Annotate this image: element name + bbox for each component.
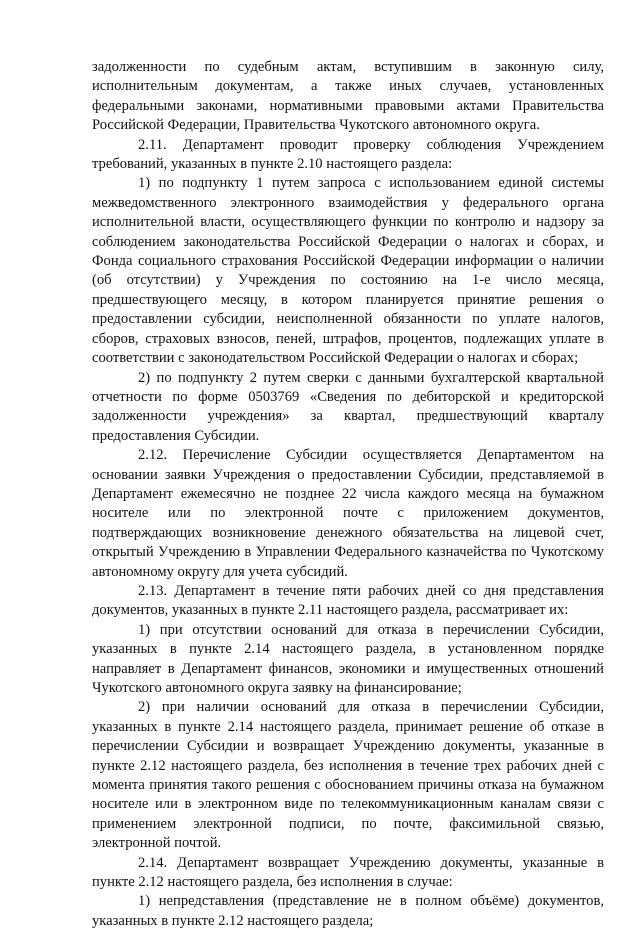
paragraph-debt-continuation: задолженности по судебным актам, вступившим в законную силу, исполнительным документам, а также иных случаев, установленных федеральными законами, нормативными правовыми актами Правительства Российской Федерации, Правительства Чукотского автономного округа. bbox=[92, 59, 604, 134]
paragraph-2-11-item-1: 1) по подпункту 1 путем запроса с использованием единой системы межведомственного электронного взаимодействия у федерального органа исполнительной власти, осуществляющего функции по контролю и надзору за соблюдением законодательства Российской Федерации о налогах и сборах, и Фонда социального страхования Российской Федерации информации о наличии (об отсутствии) у Учреждения по состоянию на 1-е число месяца, предшествующего месяцу, в котором планируется принятие решения о предоставлении субсидии, неисполненной обязанности по уплате налогов, сборов, страховых взносов, пеней, штрафов, процентов, подлежащих уплате в соответствии с законодательством Российской Федерации о налогах и сборах; bbox=[92, 175, 604, 367]
paragraph-2-13-item-2: 2) при наличии оснований для отказа в перечислении Субсидии, указанных в пункте 2.14 настоящего раздела, принимает решение об отказе в перечислении Субсидии и возвращает Учреждению документы, указанные в пункте 2.12 настоящего раздела, без исполнения в течение трех рабочих дней с момента принятия такого решения с обоснованием причины отказа на бумажном носителе или в электронном виде по телекоммуникационным каналам связи с применением электронной подписи, по почте, факсимильной связью, электронной почтой. bbox=[92, 699, 604, 852]
paragraph-2-11: 2.11. Департамент проводит проверку соблюдения Учреждением требований, указанных в пункте 2.10 настоящего раздела: bbox=[92, 136, 604, 173]
paragraph-2-11-item-2: 2) по подпункту 2 путем сверки с данными бухгалтерской квартальной отчетности по форме 0503769 «Сведения по дебиторской и кредиторской задолженности учреждения» за квартал, предшествующий кварталу предоставления Субсидии. bbox=[92, 369, 604, 444]
paragraph-2-12: 2.12. Перечисление Субсидии осуществляется Департаментом на основании заявки Учреждения о предоставлении Субсидии, представляемой в Департамент ежемесячно не позднее 22 числа каждого месяца на бумажном носителе или по электронной почте с приложением документов, подтверждающих возникновение денежного обязательства на лицевой счет, открытый Учреждению в Управлении Федерального казначейства по Чукотскому автономному округу для учета субсидий. bbox=[92, 447, 604, 580]
paragraph-2-14-item-1: 1) непредставления (представление не в полном объёме) документов, указанных в пункте 2.12 настоящего раздела; bbox=[92, 893, 604, 929]
paragraph-2-13: 2.13. Департамент в течение пяти рабочих дней со дня представления документов, указанных в пункте 2.11 настоящего раздела, рассматривает их: bbox=[92, 582, 604, 619]
paragraph-2-14: 2.14. Департамент возвращает Учреждению документы, указанные в пункте 2.12 настоящего раздела, без исполнения в случае: bbox=[92, 854, 604, 891]
paragraph-2-13-item-1: 1) при отсутствии оснований для отказа в перечислении Субсидии, указанных в пункте 2.14 настоящего раздела, в установленном порядке направляет в Департамент финансов, экономики и имущественных отношений Чукотского автономного округа заявку на финансирование; bbox=[92, 621, 604, 696]
